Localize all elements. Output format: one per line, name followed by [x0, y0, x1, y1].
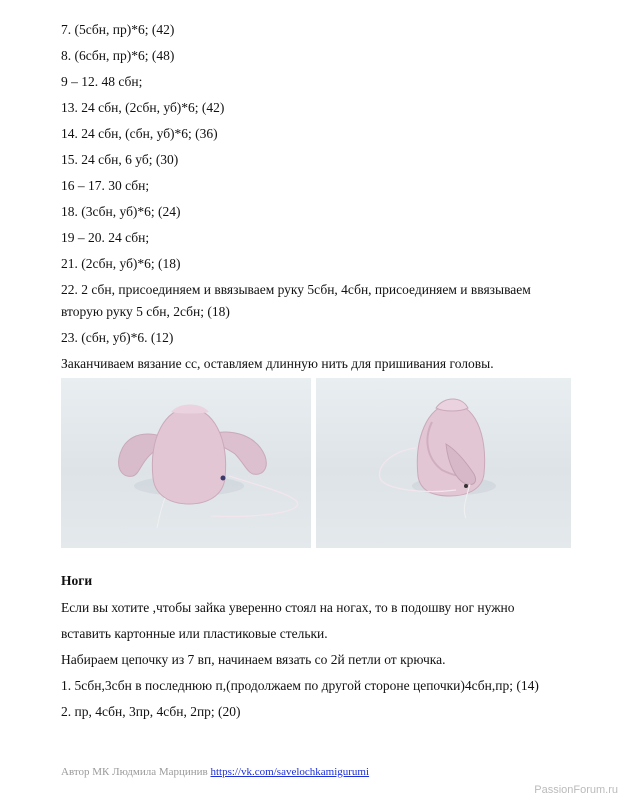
instruction-line: 7. (5сбн, пр)*6; (42) — [61, 22, 175, 37]
legs-text-line: 2. пр, 4сбн, 3пр, 4сбн, 2пр; (20) — [61, 704, 241, 719]
legs-heading: Ноги — [61, 573, 93, 588]
instruction-line: 14. 24 сбн, (сбн, уб)*6; (36) — [61, 126, 218, 141]
bunny-body-front-photo — [61, 378, 311, 548]
photo-row — [61, 378, 571, 548]
instruction-line: 19 – 20. 24 сбн; — [61, 230, 150, 245]
bunny-body-front-image — [61, 378, 311, 548]
instruction-line: Заканчиваем вязание сс, оставляем длинную нить для пришивания головы. — [61, 356, 494, 371]
legs-text-line: Набираем цепочку из 7 вп, начинаем вязать со 2й петли от крючка. — [61, 652, 446, 667]
legs-text-line: 1. 5сбн,3сбн в последнюю п,(продолжаем по другой стороне цепочки)4сбн,пр; (14) — [61, 678, 539, 693]
legs-text-line: вставить картонные или пластиковые стельки. — [61, 626, 328, 641]
bunny-body-side-photo — [316, 378, 571, 548]
instruction-line: 13. 24 сбн, (2сбн, уб)*6; (42) — [61, 100, 225, 115]
footer-author: Автор МК Людмила Марцинив — [61, 766, 208, 778]
instruction-line: 22. 2 сбн, присоединяем и ввязываем руку 5сбн, 4сбн, присоединяем и ввязываем — [61, 282, 531, 297]
instruction-line: 21. (2сбн, уб)*6; (18) — [61, 256, 181, 271]
footer-link[interactable]: https://vk.com/savelochkamigurumi — [210, 766, 370, 778]
instruction-line: 16 – 17. 30 сбн; — [61, 178, 150, 193]
instruction-line: 9 – 12. 48 сбн; — [61, 74, 143, 89]
bunny-body-side-image — [316, 378, 571, 548]
legs-text-line: Если вы хотите ,чтобы зайка уверенно стоял на ногах, то в подошву ног нужно — [61, 600, 515, 615]
instruction-line: вторую руку 5 сбн, 2сбн; (18) — [61, 304, 230, 319]
instruction-line: 18. (3сбн, уб)*6; (24) — [61, 204, 181, 219]
watermark: PassionForum.ru — [534, 784, 618, 796]
footer — [61, 766, 369, 778]
instruction-line: 23. (сбн, уб)*6. (12) — [61, 330, 174, 345]
instruction-line: 15. 24 сбн, 6 уб; (30) — [61, 152, 179, 167]
instruction-line: 8. (6сбн, пр)*6; (48) — [61, 48, 175, 63]
